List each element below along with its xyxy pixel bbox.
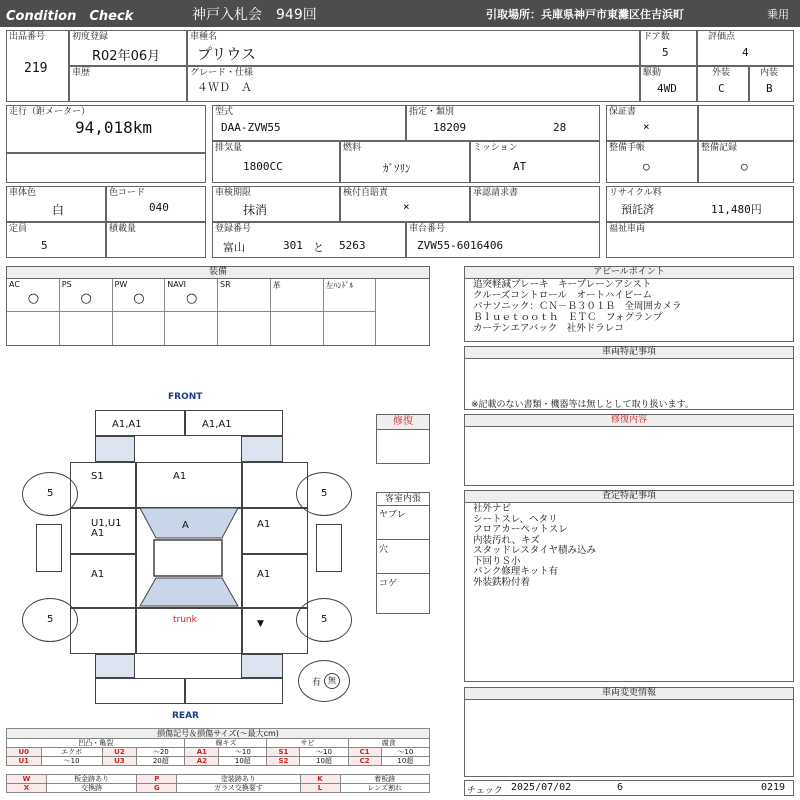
legend-desc: ～10 <box>219 748 267 757</box>
front-left-fender: S1 <box>70 462 136 508</box>
fuel: ｶﾞｿﾘﾝ <box>383 162 411 175</box>
plate-area: 富山 <box>223 241 245 254</box>
legend-desc: 20超 <box>137 757 185 766</box>
doors-cell: ドア数 5 <box>640 30 697 66</box>
history-cell: 車歴 <box>69 66 187 102</box>
cert-class: 28 <box>553 121 567 134</box>
mileage-cell: 走行（距メーター） 94,018km <box>6 105 206 153</box>
rear-label: REAR <box>172 711 199 721</box>
legend-desc: エクボ <box>41 748 102 757</box>
assessment-panel <box>464 490 794 682</box>
rear-left-corner <box>95 654 135 678</box>
interior-grade: B <box>766 82 773 95</box>
tire-front-right: 5 <box>296 472 352 516</box>
interior-burn: コゲ <box>379 579 398 589</box>
inspection: 抹消 <box>243 203 268 217</box>
legend-code: C1 <box>348 748 381 757</box>
cert-type: 18209 <box>433 121 467 134</box>
load-cell: 積載量 <box>106 222 206 258</box>
color-code: 040 <box>149 201 169 214</box>
spare-tire: 有 無 <box>298 660 350 702</box>
pickup-location: 引取場所：兵庫県神戸市東灘区住吉浜町 <box>486 8 684 21</box>
interior-hole: 穴 <box>379 545 389 555</box>
assessment-line: 外装鉄粉付着 <box>473 576 531 588</box>
recycle-cell: リサイクル料 預託済 11,480円 <box>606 186 794 222</box>
legend-desc: 着板跡 <box>340 775 429 784</box>
welfare-cell: 福祉車両 <box>606 222 794 258</box>
equipment-item <box>113 279 166 345</box>
capacity: 5 <box>41 239 48 252</box>
check-label: チェック <box>467 786 503 796</box>
windshield-mark: A <box>182 520 189 531</box>
bumper-rear-right <box>185 678 283 704</box>
appeal-line: クルーズコントロール オートハイビーム <box>473 290 652 301</box>
legend-group: 線キズ <box>185 739 267 748</box>
first-reg-cell: 初度登録 R02年06月 <box>69 30 187 66</box>
legend-desc: 塗装跡あり <box>177 775 300 784</box>
appeal-line: カーテンエアバック 社外ドラレコ <box>473 323 624 334</box>
displacement: 1800CC <box>243 160 283 173</box>
assessment-line: 下回りＳ小 <box>473 555 521 567</box>
manual-cell: 整備手帳 ○ <box>606 141 698 183</box>
front-label: FRONT <box>168 392 203 402</box>
color-code-cell: 色コード 040 <box>106 186 206 222</box>
score-cell: 評価点 4 <box>697 30 794 66</box>
chassis-cell: 車台番号 ZVW55-6016406 <box>406 222 600 258</box>
equipment-item <box>60 279 113 345</box>
legend-code: S2 <box>267 757 300 766</box>
right-rear-door: A1 <box>242 554 308 608</box>
body-color-cell: 車体色 白 <box>6 186 106 222</box>
capacity-cell: 定員 5 <box>6 222 106 258</box>
approval-cell: 承認請求書 <box>470 186 600 222</box>
legend-desc: ～10 <box>41 757 102 766</box>
equipment-item <box>271 279 324 345</box>
tire-front-left: 5 <box>22 472 78 516</box>
legend-code: U3 <box>102 757 137 766</box>
auction-title: 神戸入札会 949回 <box>192 7 317 23</box>
equipment-value: ○ <box>27 291 40 306</box>
check-date: 2025/07/02 <box>511 782 572 793</box>
plate-class: 301 <box>283 239 303 252</box>
grade: ４ＷＤ Ａ <box>197 81 252 94</box>
legend-desc: ～10 <box>300 748 348 757</box>
interior-cell: 内装 B <box>749 66 794 102</box>
repair-title: 修復内容 <box>465 415 793 427</box>
equipment-label: PS <box>61 280 72 289</box>
assessment-line: パンク修理キット有 <box>473 566 559 577</box>
legend-desc: ～20 <box>137 748 185 757</box>
interior-title: 客室内張 <box>377 493 429 506</box>
right-front-door: A1 <box>242 508 308 554</box>
tire-rear-right: 5 <box>296 598 352 642</box>
repair-side-label: 修復 <box>377 415 429 430</box>
interior-box <box>376 492 430 614</box>
equipment-value: ○ <box>133 291 145 306</box>
legend-desc: 10超 <box>381 757 429 766</box>
change-panel <box>464 687 794 777</box>
legend-desc: 板金跡あり <box>47 775 137 784</box>
equipment-title: 装備 <box>7 267 429 279</box>
legend-code: U2 <box>102 748 137 757</box>
exterior-cell: 外装 C <box>697 66 749 102</box>
legend-desc: レンズ割れ <box>340 784 429 793</box>
warranty-cell: 保証書 × <box>606 105 698 141</box>
equipment-panel <box>6 266 430 346</box>
legend-group: 凹凸・亀裂 <box>7 739 185 748</box>
change-title: 車両変更情報 <box>465 688 793 700</box>
category-badge: 乗用 <box>767 8 789 21</box>
displacement-cell: 排気量 1800CC <box>212 141 340 183</box>
appeal-panel <box>464 266 794 342</box>
hood: A1 <box>136 462 242 508</box>
insurance: × <box>403 200 410 213</box>
equipment-label: SR <box>220 280 231 289</box>
mission: AT <box>513 160 527 173</box>
fuel-cell: 燃料 ｶﾞｿﾘﾝ <box>340 141 470 183</box>
left-front-door: U1,U1 A1 <box>70 508 136 554</box>
plate-number: 5263 <box>339 239 366 252</box>
cert-cell: 指定・類別 18209 28 <box>406 105 600 141</box>
special-note: ※記載のない書類・機器等は無しとして取り扱います。 <box>471 400 694 410</box>
exterior-grade: C <box>718 82 725 95</box>
tire-rear-left: 5 <box>22 598 78 642</box>
legend-code: A1 <box>185 748 219 757</box>
recycle-fee: 11,480円 <box>711 203 762 216</box>
header-bar <box>0 0 800 27</box>
left-mirror <box>36 524 62 572</box>
grade-cell: グレード・仕様 ４ＷＤ Ａ <box>187 66 640 102</box>
assessment-line: 内装汚れ、キズ <box>473 534 540 546</box>
legend-code: K <box>300 775 340 784</box>
maintenance-book: ○ <box>643 160 650 173</box>
equipment-label: AC <box>9 280 20 289</box>
appeal-line: パナソニック：ＣＮ－Ｂ３０１Ｂ 全周囲カメラ <box>473 301 682 312</box>
legend-code: U0 <box>7 748 42 757</box>
legend-title: 損傷記号＆損傷サイズ(～最大cm) <box>6 728 430 739</box>
drive: 4WD <box>657 82 677 95</box>
chassis-number: ZVW55-6016406 <box>417 239 504 252</box>
record-cell: 整備記録 ○ <box>698 141 794 183</box>
special-panel <box>464 346 794 410</box>
legend-desc: 10超 <box>219 757 267 766</box>
score: 4 <box>742 46 749 59</box>
warranty-blank <box>698 105 794 141</box>
interior-tear: ヤブレ <box>379 510 406 520</box>
assessment-line: フロアカーペットスレ <box>473 524 568 535</box>
mission-cell: ミッション AT <box>470 141 600 183</box>
assessment-line: シートスレ、ヘタリ <box>473 513 558 525</box>
legend-code: P <box>137 775 177 784</box>
equipment-value: ○ <box>80 291 92 306</box>
warranty: × <box>643 120 650 133</box>
bumper-front-left: A1,A1 <box>95 410 185 436</box>
legend-code: L <box>300 784 340 793</box>
right-mirror <box>316 524 342 572</box>
equipment-label: 左ﾊﾝﾄﾞﾙ <box>325 281 354 290</box>
trunk: trunk <box>136 608 242 654</box>
check-footer <box>464 780 794 796</box>
lamp-mark: ▼ <box>257 619 264 629</box>
assessment-line: 社外ナビ <box>473 503 512 514</box>
equipment-label: PW <box>114 280 128 289</box>
legend-code: X <box>7 784 47 793</box>
repair-side-box <box>376 414 430 464</box>
insurance-cell: 検付自賠責 × <box>340 186 470 222</box>
left-rear-door: A1 <box>70 554 136 608</box>
equipment-value: ○ <box>185 291 198 306</box>
spare-icon: 無 <box>324 673 340 689</box>
legend-desc: 10超 <box>300 757 348 766</box>
left-rear-fender <box>70 608 136 654</box>
lot-number: 219 <box>24 61 48 76</box>
recycle-status: 預託済 <box>621 203 654 216</box>
equipment-item <box>165 279 218 345</box>
equipment-item <box>218 279 271 345</box>
check-code: 0219 <box>761 782 786 793</box>
plate-kana: と <box>313 241 324 254</box>
plate-cell: 登録番号 富山 301 と 5263 <box>212 222 406 258</box>
model-code: DAA-ZVW55 <box>221 121 281 134</box>
bumper-rear-left <box>95 678 185 704</box>
equipment-item <box>7 279 60 345</box>
drive-cell: 駆動 4WD <box>640 66 697 102</box>
legend-code: U1 <box>7 757 42 766</box>
appeal-line: Ｂｌｕｅｔｏｏｔｈ ＥＴＣ フォグランプ <box>473 312 663 323</box>
rear-right-corner <box>241 654 283 678</box>
bumper-front-right: A1,A1 <box>185 410 283 436</box>
model-name-cell: 車種名 プリウス <box>187 30 640 66</box>
legend-code: A2 <box>185 757 219 766</box>
special-title: 車両特記事項 <box>465 347 793 359</box>
legend-code: S1 <box>267 748 300 757</box>
cabin-glass <box>136 508 242 608</box>
doors: 5 <box>662 46 669 59</box>
repair-panel <box>464 414 794 486</box>
front-right-corner <box>241 436 283 462</box>
brand-title: Condition Check <box>6 9 134 24</box>
equipment-item <box>324 279 377 345</box>
legend-code: W <box>7 775 47 784</box>
inspection-cell: 車検期限 抹消 <box>212 186 340 222</box>
maintenance-record: ○ <box>741 160 748 173</box>
equipment-label: NAVI <box>167 280 187 289</box>
check-number: 6 <box>617 782 624 793</box>
front-left-corner <box>95 436 135 462</box>
legend-group: 腐食 <box>348 739 429 748</box>
legend-desc: ～10 <box>381 748 429 757</box>
mileage: 94,018km <box>75 118 153 137</box>
body-color: 白 <box>52 203 65 217</box>
legend-code: C2 <box>348 757 381 766</box>
type-cell: 型式 DAA-ZVW55 <box>212 105 406 141</box>
equipment-label: 革 <box>272 281 281 290</box>
mileage-blank <box>6 153 206 183</box>
assessment-line: スタッドレスタイヤ積み込み <box>473 545 597 556</box>
model-name: プリウス <box>197 45 256 63</box>
legend-group: サビ <box>267 739 348 748</box>
appeal-title: アピールポイント <box>465 267 793 279</box>
appeal-line: 追突軽減ブレーキ キープレーンアシスト <box>473 279 652 290</box>
assessment-title: 査定特記事項 <box>465 491 793 503</box>
first-reg: R02年06月 <box>92 49 161 64</box>
legend-desc: ガラス交換要す <box>177 784 300 793</box>
legend-code: G <box>137 784 177 793</box>
legend-desc: 交換跡 <box>47 784 137 793</box>
lot-number-cell: 出品番号 219 <box>6 30 69 102</box>
